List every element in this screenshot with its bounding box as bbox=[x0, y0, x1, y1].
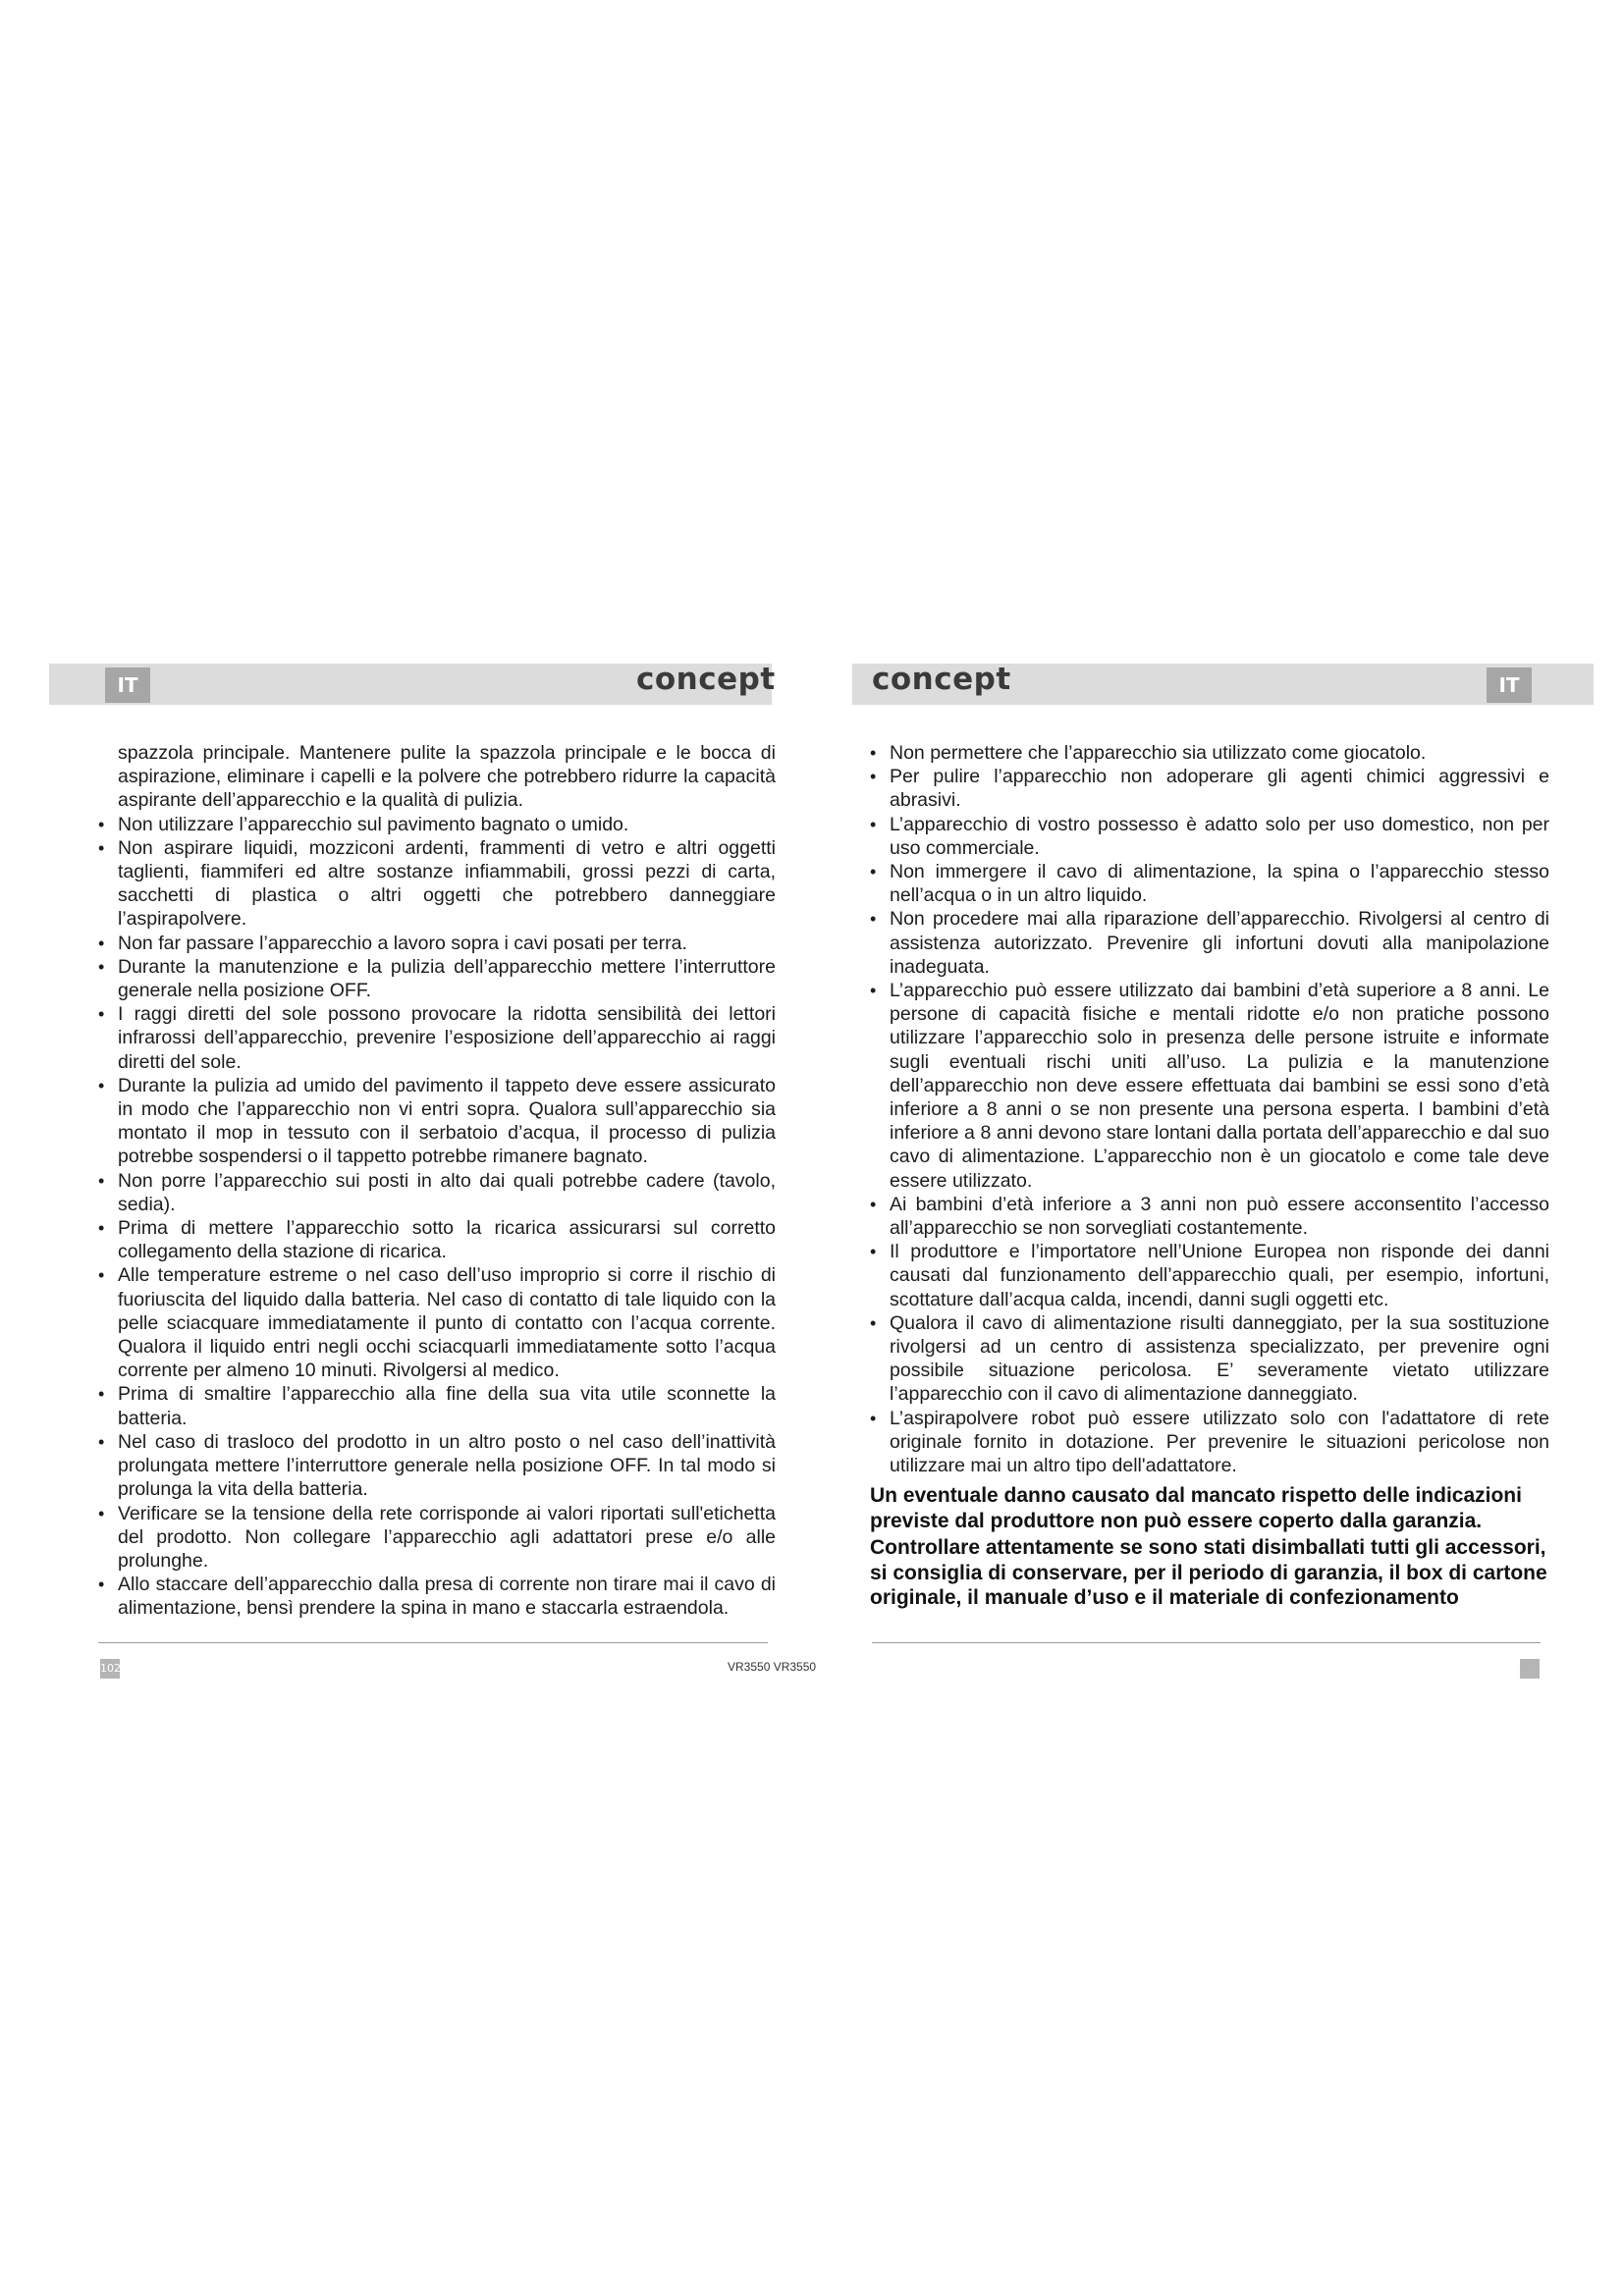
language-badge-right: IT bbox=[1487, 667, 1532, 703]
list-item: • L’apparecchio può essere utilizzato dai bambini d’età superiore a 8 anni. Le persone di capacità fisiche e mentali ridotte e/o non pratiche possono utilizzare l’apparecchio solo in presenza delle persone istruite e informate sugli eventuali rischi uniti all’uso. La pulizia e la manutenzione dell’apparecchio non deve essere effettuata dai bambini se essi sono d’età inferiore a 8 anni o se non presente una persona esperta. I bambini d’età inferiore a 8 anni devono stare lontani dalla portata dell’apparecchio e dal suo cavo di alimentazione. L’apparecchio non è un giocatolo e come tale deve essere utilizzato. bbox=[870, 979, 1549, 1193]
language-badge-left: IT bbox=[105, 667, 150, 703]
list-item: • Prima di mettere l’apparecchio sotto la ricarica assicurarsi sul corretto collegamento della stazione di ricarica. bbox=[98, 1216, 776, 1263]
list-item: • Non procedere mai alla riparazione dell’apparecchio. Rivolgersi al centro di assistenza autorizzato. Prevenire gli infortuni dovuti alla manipolazione inadeguata. bbox=[870, 907, 1549, 979]
footer-divider-right bbox=[872, 1642, 1541, 1643]
list-item: • I raggi diretti del sole possono provocare la ridotta sensibilità dei lettori infrarossi dell’apparecchio, prevenire l’esposizione dell’apparecchio ai raggi diretti del sole. bbox=[98, 1002, 776, 1074]
list-item: • Non permettere che l’apparecchio sia utilizzato come giocatolo. bbox=[870, 741, 1549, 765]
model-number: VR3550 VR3550 bbox=[728, 1660, 817, 1674]
left-page-column bbox=[98, 741, 776, 1621]
packaging-note: Controllare attentamente se sono stati disimballati tutti gli accessori, si consiglia di conservare, per il periodo di garanzia, il box di cartone originale, il manuale d’uso e il materiale di confezionamento bbox=[870, 1536, 1547, 1610]
footer-divider-left bbox=[98, 1642, 768, 1643]
left-intro-paragraph: spazzola principale. Mantenere pulite la spazzola principale e le bocca di aspirazione, eliminare i capelli e la polvere che potrebbero ridurre la capacità aspirante dell’apparecchio e la qualità di pulizia. bbox=[118, 742, 776, 812]
list-item: • Allo staccare dell’apparecchio dalla presa di corrente non tirare mai il cavo di alimentazione, bensì prendere la spina in mano e staccarla estraendola. bbox=[98, 1573, 776, 1620]
list-item: • Alle temperature estreme o nel caso dell’uso improprio si corre il rischio di fuoriuscita del liquido dalla batteria. Nel caso di contatto di tale liquido con la pelle sciacquare immediatamente il punto di contatto con l’acqua corrente. Qualora il liquido entri negli occhi sciacquarli immediatamente sotto l’acqua corrente per almeno 10 minuti. Rivolgersi al medico. bbox=[98, 1263, 776, 1382]
left-safety-list bbox=[98, 813, 776, 1621]
right-safety-list bbox=[870, 741, 1549, 1477]
list-item: • Verificare se la tensione della rete corrisponde ai valori riportati sull'etichetta del prodotto. Non collegare l’apparecchio agli adattatori prese e/o alle prolunghe. bbox=[98, 1502, 776, 1574]
list-item: • Per pulire l’apparecchio non adoperare gli agenti chimici aggressivi e abrasivi. bbox=[870, 765, 1549, 812]
list-item: • L’aspirapolvere robot può essere utilizzato solo con l'adattatore di rete originale fornito in dotazione. Per prevenire le situazioni pericolose non utilizzare mai un altro tipo dell'adattatore. bbox=[870, 1407, 1549, 1478]
list-item: • Qualora il cavo di alimentazione risulti danneggiato, per la sua sostituzione rivolgersi ad un centro di assistenza specializzato, per prevenire ogni possibile situazione pericolosa. E’ severamente vietato utilizzare l’apparecchio con il cavo di alimentazione danneggiato. bbox=[870, 1311, 1549, 1407]
warranty-note: Un eventuale danno causato dal mancato rispetto delle indicazioni previste dal produttore non può essere coperto dalla garanzia. bbox=[870, 1484, 1522, 1532]
brand-logo-right: concept bbox=[872, 662, 1011, 697]
list-item: • Non immergere il cavo di alimentazione, la spina o l’apparecchio stesso nell’acqua o in un altro liquido. bbox=[870, 860, 1549, 907]
list-item: • Non porre l’apparecchio sui posti in alto dai quali potrebbe cadere (tavolo, sedia). bbox=[98, 1169, 776, 1216]
list-item: • L’apparecchio di vostro possesso è adatto solo per uso domestico, non per uso commerciale. bbox=[870, 813, 1549, 860]
page-number-box-right bbox=[1520, 1659, 1540, 1679]
list-item: • Nel caso di trasloco del prodotto in un altro posto o nel caso dell’inattività prolungata mettere l’interruttore generale nella posizione OFF. In tal modo si prolunga la vita della batteria. bbox=[98, 1430, 776, 1502]
list-item: • Non aspirare liquidi, mozziconi ardenti, frammenti di vetro e altri oggetti taglienti, fiammiferi ed altre sostanze infiammabili, grossi pezzi di carta, sacchetti di plastica o altri oggetti che potrebbero danneggiare l’aspirapolvere. bbox=[98, 836, 776, 932]
list-item: • Non utilizzare l’apparecchio sul pavimento bagnato o umido. bbox=[98, 813, 776, 836]
list-item: • Prima di smaltire l’apparecchio alla fine della sua vita utile sconnette la batteria. bbox=[98, 1382, 776, 1429]
brand-logo-left: concept bbox=[636, 662, 776, 697]
right-page-column bbox=[870, 741, 1549, 1611]
list-item: • Non far passare l’apparecchio a lavoro sopra i cavi posati per terra. bbox=[98, 932, 776, 955]
list-item: • Il produttore e l’importatore nell’Unione Europea non risponde dei danni causati dal funzionamento dell’apparecchio quali, per esempio, infortuni, scottature dall’acqua calda, incendi, danni sugli oggetti etc. bbox=[870, 1240, 1549, 1311]
page-number-left: 102 bbox=[100, 1659, 120, 1679]
list-item: • Durante la manutenzione e la pulizia dell’apparecchio mettere l’interruttore generale nella posizione OFF. bbox=[98, 955, 776, 1002]
list-item: • Durante la pulizia ad umido del pavimento il tappeto deve essere assicurato in modo che l’apparecchio non vi entri sopra. Qualora sull’apparecchio sia montato il mop in tessuto con il serbatoio d’acqua, il processo di pulizia potrebbe sospendersi o il tappetto potrebbe rimanere bagnato. bbox=[98, 1074, 776, 1169]
list-item: • Ai bambini d’età inferiore a 3 anni non può essere acconsentito l’accesso all’apparecchio se non sorvegliati costantemente. bbox=[870, 1193, 1549, 1240]
